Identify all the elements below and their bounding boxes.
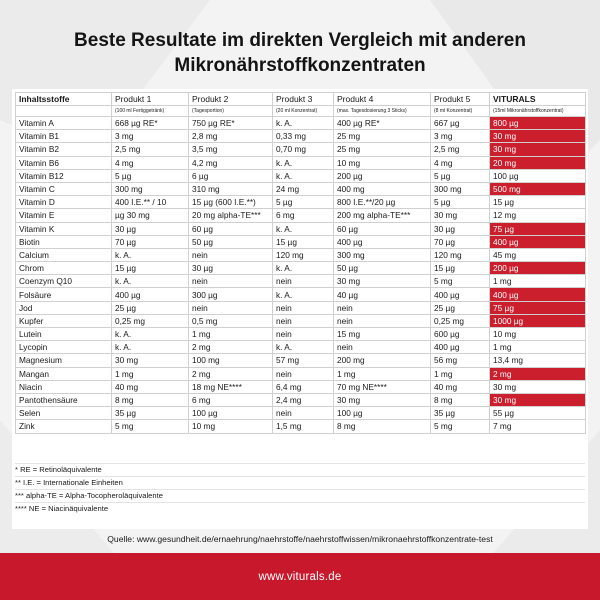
column-header: Inhaltsstoffe: [16, 93, 112, 106]
product-value: 667 µg: [431, 117, 490, 130]
source-line: Quelle: www.gesundheit.de/ernaehrung/naehrstoffe/naehrstoffwissen/mikronaehrstoffkonzentrate-test: [107, 534, 493, 544]
nutrient-name: Pantothensäure: [16, 393, 112, 406]
viturals-value: 800 µg: [490, 117, 586, 130]
nutrient-name: Magnesium: [16, 354, 112, 367]
footnote: **** NE = Niacinäquivalente: [15, 502, 585, 515]
product-value: 30 mg: [334, 393, 431, 406]
product-value: k. A.: [273, 117, 334, 130]
product-value: 300 mg: [334, 248, 431, 261]
product-value: 4 mg: [431, 156, 490, 169]
column-subheader: (15ml Mikronährstoffkonzentrat): [490, 106, 586, 117]
product-value: 100 mg: [189, 354, 273, 367]
product-value: 15 mg: [334, 328, 431, 341]
product-value: 2 mg: [189, 367, 273, 380]
product-value: 10 mg: [189, 420, 273, 433]
product-value: 30 µg: [189, 262, 273, 275]
product-value: 5 mg: [112, 420, 189, 433]
product-value: 30 mg: [112, 354, 189, 367]
product-value: 56 mg: [431, 354, 490, 367]
table-row: [16, 209, 586, 222]
product-value: k. A.: [112, 248, 189, 261]
product-value: 2,8 mg: [189, 130, 273, 143]
nutrient-name: Folsäure: [16, 288, 112, 301]
nutrient-name: Vitamin E: [16, 209, 112, 222]
viturals-value: 500 mg: [490, 182, 586, 195]
product-value: 0,33 mg: [273, 130, 334, 143]
product-value: 25 mg: [334, 130, 431, 143]
nutrient-name: Chrom: [16, 262, 112, 275]
nutrient-name: Selen: [16, 407, 112, 420]
column-header: VITURALS: [490, 93, 586, 106]
product-value: 800 I.E.**/20 µg: [334, 196, 431, 209]
viturals-value: 2 mg: [490, 367, 586, 380]
nutrient-name: Jod: [16, 301, 112, 314]
viturals-value: 400 µg: [490, 235, 586, 248]
product-value: nein: [189, 301, 273, 314]
product-value: 70 µg: [431, 235, 490, 248]
column-subheader: (Tagesportion): [189, 106, 273, 117]
nutrient-name: Coenzym Q10: [16, 275, 112, 288]
viturals-value: 55 µg: [490, 407, 586, 420]
product-value: 1 mg: [112, 367, 189, 380]
viturals-value: 7 mg: [490, 420, 586, 433]
column-header: Produkt 1: [112, 93, 189, 106]
table-row: [16, 420, 586, 433]
product-value: 2,5 mg: [431, 143, 490, 156]
comparison-card: [12, 89, 588, 529]
product-value: 8 mg: [334, 420, 431, 433]
viturals-value: 12 mg: [490, 209, 586, 222]
table-row: [16, 156, 586, 169]
product-value: 3 mg: [112, 130, 189, 143]
product-value: 20 mg alpha-TE***: [189, 209, 273, 222]
footnote: ** I.E. = Internationale Einheiten: [15, 476, 585, 489]
product-value: 5 µg: [431, 196, 490, 209]
column-subheader: (20 ml Konzentrat): [273, 106, 334, 117]
product-value: 400 µg: [431, 288, 490, 301]
product-value: 600 µg: [431, 328, 490, 341]
viturals-value: 15 µg: [490, 196, 586, 209]
product-value: 2 mg: [189, 341, 273, 354]
product-value: nein: [334, 341, 431, 354]
table-row: [16, 143, 586, 156]
product-value: 3,5 mg: [189, 143, 273, 156]
nutrient-name: Calcium: [16, 248, 112, 261]
product-value: 200 µg: [334, 169, 431, 182]
product-value: 35 µg: [431, 407, 490, 420]
table-row: [16, 169, 586, 182]
product-value: 200 mg: [334, 354, 431, 367]
product-value: k. A.: [273, 222, 334, 235]
viturals-value: 1000 µg: [490, 314, 586, 327]
nutrient-name: Vitamin K: [16, 222, 112, 235]
viturals-value: 30 mg: [490, 143, 586, 156]
product-value: 35 µg: [112, 407, 189, 420]
footnotes: [15, 463, 585, 515]
product-value: nein: [334, 314, 431, 327]
product-value: nein: [273, 275, 334, 288]
product-value: 3 mg: [431, 130, 490, 143]
column-header: Produkt 2: [189, 93, 273, 106]
product-value: nein: [273, 314, 334, 327]
product-value: 30 mg: [334, 275, 431, 288]
nutrient-name: Lutein: [16, 328, 112, 341]
product-value: 50 µg: [189, 235, 273, 248]
viturals-value: 75 µg: [490, 301, 586, 314]
product-value: k. A.: [112, 328, 189, 341]
viturals-value: 20 mg: [490, 156, 586, 169]
viturals-value: 13,4 mg: [490, 354, 586, 367]
table-row: [16, 196, 586, 209]
nutrient-name: Biotin: [16, 235, 112, 248]
title-line-2: Mikronährstoffkonzentraten: [174, 55, 426, 76]
table-row: [16, 301, 586, 314]
product-value: 310 mg: [189, 182, 273, 195]
table-row: [16, 275, 586, 288]
product-value: 300 µg: [189, 288, 273, 301]
product-value: 100 µg: [189, 407, 273, 420]
product-value: 15 µg: [273, 235, 334, 248]
product-value: 0,25 mg: [431, 314, 490, 327]
product-value: nein: [189, 248, 273, 261]
table-row: [16, 407, 586, 420]
table-row: [16, 354, 586, 367]
product-value: 4,2 mg: [189, 156, 273, 169]
nutrient-name: Vitamin A: [16, 117, 112, 130]
viturals-value: 30 mg: [490, 380, 586, 393]
nutrient-name: Mangan: [16, 367, 112, 380]
product-value: 120 mg: [273, 248, 334, 261]
product-value: 8 mg: [112, 393, 189, 406]
product-value: 6 µg: [189, 169, 273, 182]
table-row: [16, 117, 586, 130]
footer-bar: [0, 553, 600, 600]
product-value: k. A.: [112, 275, 189, 288]
table-row: [16, 262, 586, 275]
product-value: 668 µg RE*: [112, 117, 189, 130]
product-value: k. A.: [273, 341, 334, 354]
product-value: 400 mg: [334, 182, 431, 195]
product-value: 15 µg: [112, 262, 189, 275]
product-value: 400 I.E.** / 10: [112, 196, 189, 209]
product-value: 15 µg: [431, 262, 490, 275]
nutrient-name: Zink: [16, 420, 112, 433]
product-value: 5 µg: [273, 196, 334, 209]
viturals-value: 75 µg: [490, 222, 586, 235]
product-value: 400 µg: [334, 235, 431, 248]
header-row: [16, 93, 586, 106]
product-value: 60 µg: [189, 222, 273, 235]
product-value: 750 µg RE*: [189, 117, 273, 130]
product-value: 0,25 mg: [112, 314, 189, 327]
table-row: [16, 248, 586, 261]
viturals-value: 10 mg: [490, 328, 586, 341]
nutrient-name: Lycopin: [16, 341, 112, 354]
viturals-value: 200 µg: [490, 262, 586, 275]
viturals-value: 400 µg: [490, 288, 586, 301]
product-value: 2,5 mg: [112, 143, 189, 156]
product-value: 30 mg: [431, 209, 490, 222]
product-value: 200 mg alpha-TE***: [334, 209, 431, 222]
viturals-value: 45 mg: [490, 248, 586, 261]
footnote: *** alpha-TE = Alpha-Tocopheroläquivalente: [15, 489, 585, 502]
product-value: 6 mg: [273, 209, 334, 222]
column-header: Produkt 5: [431, 93, 490, 106]
comparison-table: [15, 92, 586, 434]
product-value: µg 30 mg: [112, 209, 189, 222]
table-row: [16, 182, 586, 195]
table-row: [16, 130, 586, 143]
product-value: 100 µg: [334, 407, 431, 420]
product-value: nein: [334, 301, 431, 314]
product-value: 60 µg: [334, 222, 431, 235]
column-header: Produkt 4: [334, 93, 431, 106]
viturals-value: 1 mg: [490, 341, 586, 354]
product-value: nein: [273, 367, 334, 380]
nutrient-name: Vitamin C: [16, 182, 112, 195]
product-value: 57 mg: [273, 354, 334, 367]
nutrient-name: Vitamin D: [16, 196, 112, 209]
product-value: 0,5 mg: [189, 314, 273, 327]
product-value: 5 mg: [431, 420, 490, 433]
viturals-value: 100 µg: [490, 169, 586, 182]
product-value: 8 mg: [431, 393, 490, 406]
product-value: 300 mg: [431, 182, 490, 195]
product-value: 300 mg: [112, 182, 189, 195]
product-value: 25 mg: [334, 143, 431, 156]
product-value: 40 mg: [112, 380, 189, 393]
column-subheader: (max. Tagesdosierung 3 Sticks): [334, 106, 431, 117]
nutrient-name: Niacin: [16, 380, 112, 393]
product-value: 4 mg: [112, 156, 189, 169]
product-value: 50 µg: [334, 262, 431, 275]
product-value: 70 mg NE****: [334, 380, 431, 393]
product-value: 40 mg: [431, 380, 490, 393]
product-value: 2,4 mg: [273, 393, 334, 406]
product-value: nein: [273, 301, 334, 314]
table-row: [16, 393, 586, 406]
product-value: nein: [273, 328, 334, 341]
table-row: [16, 288, 586, 301]
table-row: [16, 380, 586, 393]
product-value: 0,70 mg: [273, 143, 334, 156]
product-value: 6,4 mg: [273, 380, 334, 393]
product-value: 1 mg: [189, 328, 273, 341]
nutrient-name: Vitamin B2: [16, 143, 112, 156]
table-row: [16, 222, 586, 235]
product-value: 10 mg: [334, 156, 431, 169]
table-row: [16, 328, 586, 341]
product-value: 1,5 mg: [273, 420, 334, 433]
product-value: 30 µg: [431, 222, 490, 235]
product-value: 6 mg: [189, 393, 273, 406]
footer-url[interactable]: www.viturals.de: [258, 570, 342, 583]
product-value: 400 µg RE*: [334, 117, 431, 130]
viturals-value: 30 mg: [490, 393, 586, 406]
product-value: k. A.: [273, 169, 334, 182]
product-value: 25 µg: [431, 301, 490, 314]
column-subheader: (100 ml Fertiggetränk): [112, 106, 189, 117]
title-line-1: Beste Resultate im direkten Vergleich mit anderen: [74, 30, 526, 51]
nutrient-name: Vitamin B12: [16, 169, 112, 182]
product-value: 15 µg (600 I.E.**): [189, 196, 273, 209]
product-value: 30 µg: [112, 222, 189, 235]
table-row: [16, 367, 586, 380]
product-value: 5 µg: [112, 169, 189, 182]
column-subheader: [16, 106, 112, 117]
product-value: 120 mg: [431, 248, 490, 261]
product-value: 1 mg: [431, 367, 490, 380]
product-value: k. A.: [273, 156, 334, 169]
column-header: Produkt 3: [273, 93, 334, 106]
product-value: 18 mg NE****: [189, 380, 273, 393]
product-value: 25 µg: [112, 301, 189, 314]
subheader-row: [16, 106, 586, 117]
product-value: k. A.: [273, 262, 334, 275]
nutrient-name: Vitamin B1: [16, 130, 112, 143]
product-value: 40 µg: [334, 288, 431, 301]
nutrient-name: Vitamin B6: [16, 156, 112, 169]
product-value: 400 µg: [112, 288, 189, 301]
product-value: 5 mg: [431, 275, 490, 288]
page-title: [0, 28, 600, 78]
table-row: [16, 341, 586, 354]
footnote: * RE = Retinoläquivalente: [15, 463, 585, 476]
product-value: nein: [189, 275, 273, 288]
product-value: 24 mg: [273, 182, 334, 195]
product-value: 1 mg: [334, 367, 431, 380]
table-row: [16, 235, 586, 248]
table-row: [16, 314, 586, 327]
nutrient-name: Kupfer: [16, 314, 112, 327]
product-value: 70 µg: [112, 235, 189, 248]
product-value: 400 µg: [431, 341, 490, 354]
viturals-value: 30 mg: [490, 130, 586, 143]
product-value: k. A.: [273, 288, 334, 301]
product-value: k. A.: [112, 341, 189, 354]
product-value: nein: [273, 407, 334, 420]
column-subheader: (8 ml Konzentrat): [431, 106, 490, 117]
product-value: 5 µg: [431, 169, 490, 182]
viturals-value: 1 mg: [490, 275, 586, 288]
